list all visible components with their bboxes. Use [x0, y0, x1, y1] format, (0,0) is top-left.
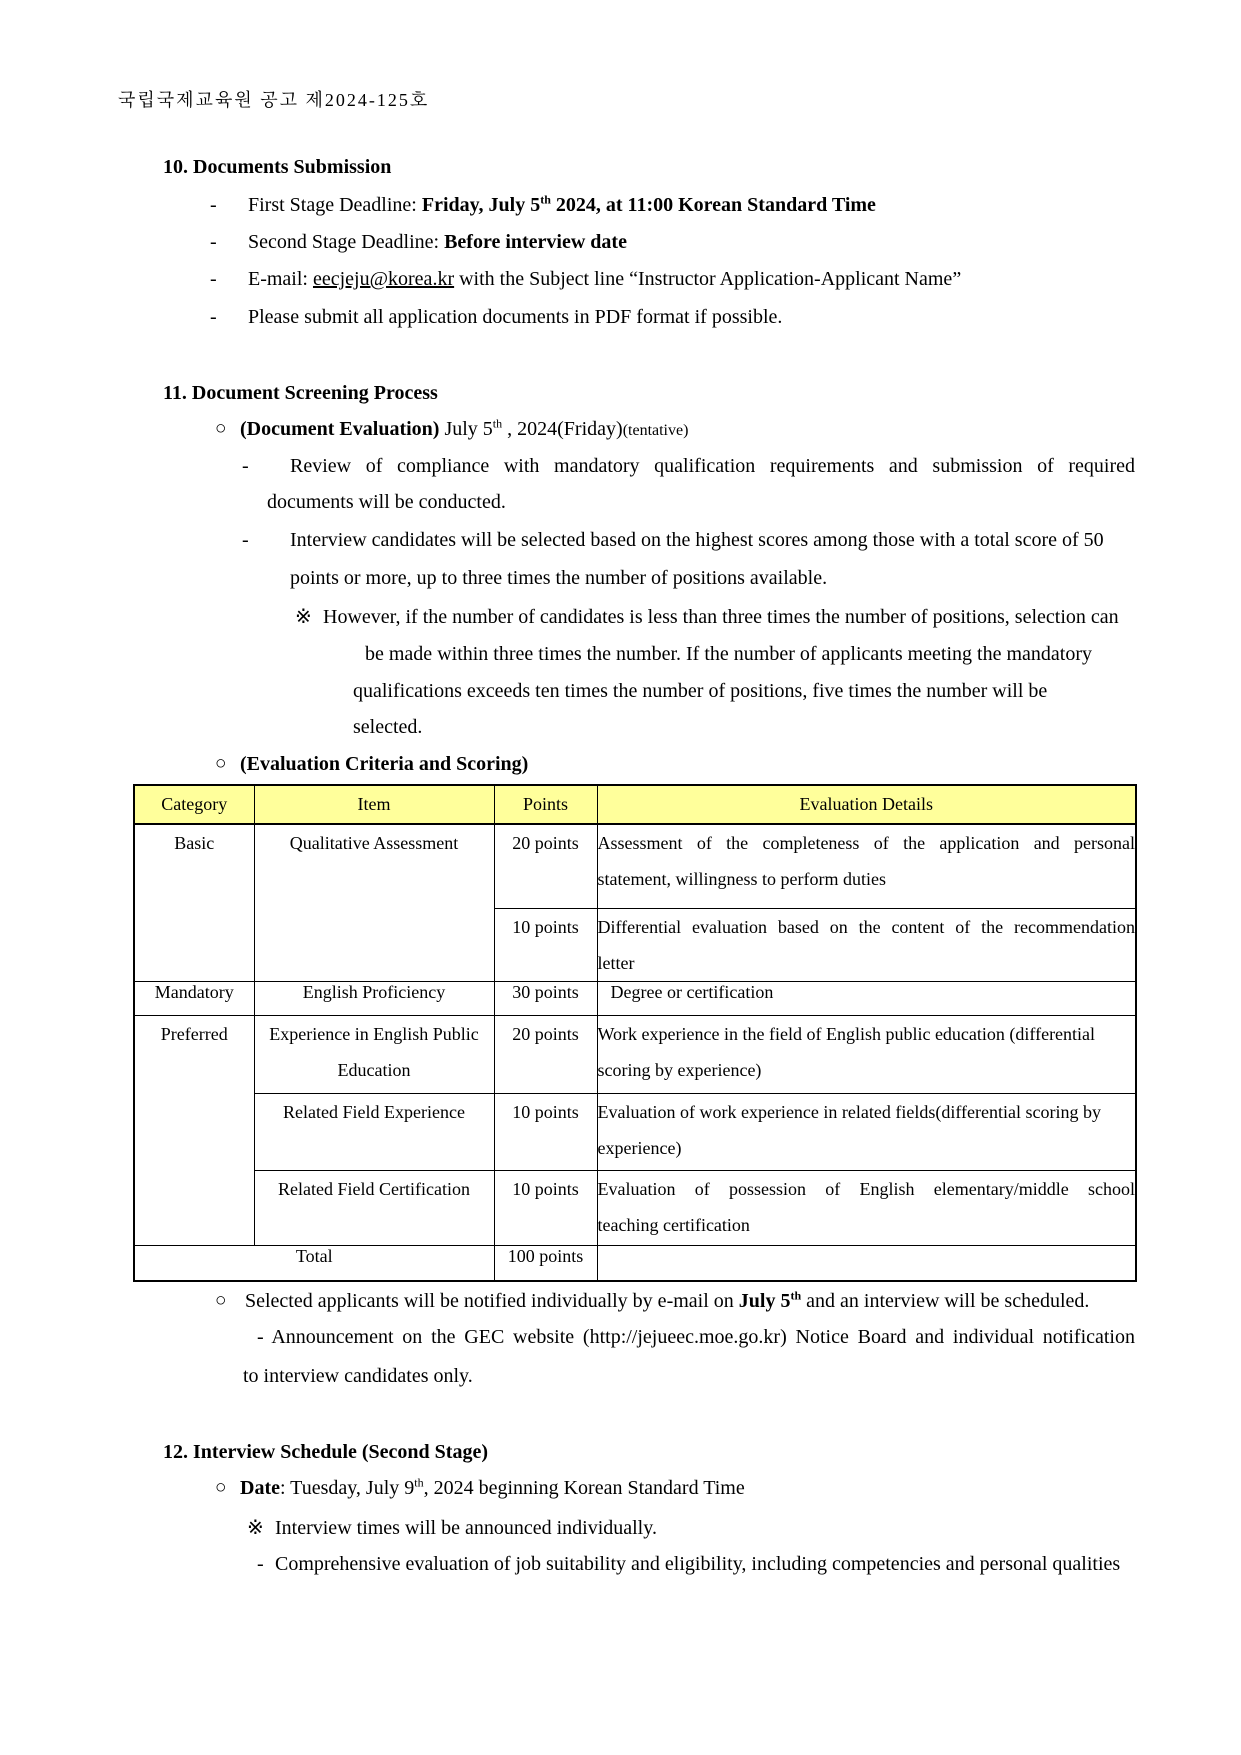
- cell-item-qualitative: Qualitative Assessment: [254, 824, 494, 981]
- cell-category-basic: Basic: [134, 824, 254, 981]
- note-line-4: selected.: [353, 716, 423, 738]
- cell-item-experience-english: Experience in English Public Education: [254, 1015, 494, 1093]
- dash-bullet: -: [257, 1553, 264, 1575]
- table-total-row: [134, 1245, 1136, 1281]
- table-header-row: [134, 785, 1136, 824]
- cell-total-label: Total: [134, 1245, 494, 1281]
- dash-bullet: -: [210, 231, 217, 253]
- circle-bullet: ○: [215, 1477, 227, 1498]
- note-line-2: be made within three times the number. If the number of applicants meeting the mandatory: [365, 643, 1093, 665]
- dash-bullet: -: [210, 194, 217, 216]
- selected-applicants-line: Selected applicants will be notified individually by e-mail on July 5th and an interview will be scheduled.: [245, 1288, 1090, 1312]
- header-category: Category: [134, 785, 254, 824]
- cell-item-related-experience: Related Field Experience: [254, 1093, 494, 1170]
- s10-item-first-stage: First Stage Deadline: Friday, July 5th 2024, at 11:00 Korean Standard Time: [248, 192, 876, 216]
- table-row: [134, 1093, 1136, 1170]
- header-evaluation-details: Evaluation Details: [597, 785, 1136, 824]
- note-line-3: qualifications exceeds ten times the number of positions, five times the number will be: [353, 680, 1048, 702]
- cell-details: Degree or certification: [597, 981, 1136, 1015]
- table-row: [134, 981, 1136, 1015]
- dash-bullet: -: [242, 455, 249, 477]
- header-points: Points: [494, 785, 597, 824]
- section-10-title: 10. Documents Submission: [163, 156, 392, 178]
- dash-bullet: -: [210, 268, 217, 290]
- cell-total-details: [597, 1245, 1136, 1281]
- table-row: [134, 824, 1136, 908]
- cell-item-related-certification: Related Field Certification: [254, 1170, 494, 1245]
- cell-points: 20 points: [494, 824, 597, 908]
- s10-item-email[interactable]: E-mail: eecjeju@korea.kr with the Subject line “Instructor Application-Applicant Name”: [248, 268, 962, 290]
- table-row: [134, 1170, 1136, 1245]
- circle-bullet: ○: [215, 418, 227, 439]
- cell-category-preferred: Preferred: [134, 1015, 254, 1245]
- reference-mark: ※: [247, 1517, 264, 1539]
- cell-points: 10 points: [494, 908, 597, 981]
- interview-line-1: Interview candidates will be selected based on the highest scores among those with a total score of 50: [290, 529, 1104, 551]
- cell-details: Differential evaluation based on the content of the recommendation letter: [597, 908, 1136, 981]
- table-row: [134, 1015, 1136, 1093]
- cell-details: Evaluation of work experience in related fields(differential scoring by experience): [597, 1093, 1136, 1170]
- announcement-line-2: to interview candidates only.: [243, 1365, 473, 1387]
- dash-bullet: -: [242, 529, 249, 551]
- review-line-2: documents will be conducted.: [267, 491, 506, 513]
- announcement-line-1: - Announcement on the GEC website (http://jejueec.moe.go.kr) Notice Board and individual notification: [257, 1326, 1135, 1348]
- cell-points: 30 points: [494, 981, 597, 1015]
- interview-line-2: points or more, up to three times the number of positions available.: [290, 567, 828, 589]
- interview-date-line: Date: Tuesday, July 9th, 2024 beginning Korean Standard Time: [240, 1475, 745, 1499]
- s10-item-pdf: Please submit all application documents in PDF format if possible.: [248, 306, 783, 328]
- evaluation-criteria-table: [133, 784, 1137, 1282]
- doc-number: 국립국제교육원 공고 제2024-125호: [118, 90, 430, 110]
- s10-item-second-stage: Second Stage Deadline: Before interview date: [248, 231, 627, 253]
- cell-points: 20 points: [494, 1015, 597, 1093]
- circle-bullet: ○: [215, 753, 227, 774]
- dash-bullet: -: [210, 306, 217, 328]
- comprehensive-evaluation-line: Comprehensive evaluation of job suitability and eligibility, including competencies and personal qualities: [275, 1553, 1121, 1575]
- evaluation-criteria-title: (Evaluation Criteria and Scoring): [240, 753, 529, 775]
- cell-details: Work experience in the field of English public education (differential scoring by experience): [597, 1015, 1136, 1093]
- cell-points: 10 points: [494, 1170, 597, 1245]
- section-11-title: 11. Document Screening Process: [163, 382, 438, 404]
- reference-mark: ※: [295, 606, 312, 628]
- cell-total-points: 100 points: [494, 1245, 597, 1281]
- note-line-1: However, if the number of candidates is less than three times the number of positions, selection can: [323, 606, 1119, 628]
- document-evaluation-line: (Document Evaluation) July 5th , 2024(Friday)(tentative): [240, 416, 689, 440]
- section-12-title: 12. Interview Schedule (Second Stage): [163, 1441, 488, 1463]
- header-item: Item: [254, 785, 494, 824]
- interview-times-note: Interview times will be announced individually.: [275, 1517, 657, 1539]
- cell-details: Evaluation of possession of English elementary/middle school teaching certification: [597, 1170, 1136, 1245]
- cell-category-mandatory: Mandatory: [134, 981, 254, 1015]
- cell-details: Assessment of the completeness of the application and personal statement, willingness to perform duties: [597, 824, 1136, 908]
- circle-bullet: ○: [215, 1290, 227, 1311]
- cell-points: 10 points: [494, 1093, 597, 1170]
- review-line-1: Review of compliance with mandatory qualification requirements and submission of required: [290, 455, 1135, 477]
- cell-item-english-proficiency: English Proficiency: [254, 981, 494, 1015]
